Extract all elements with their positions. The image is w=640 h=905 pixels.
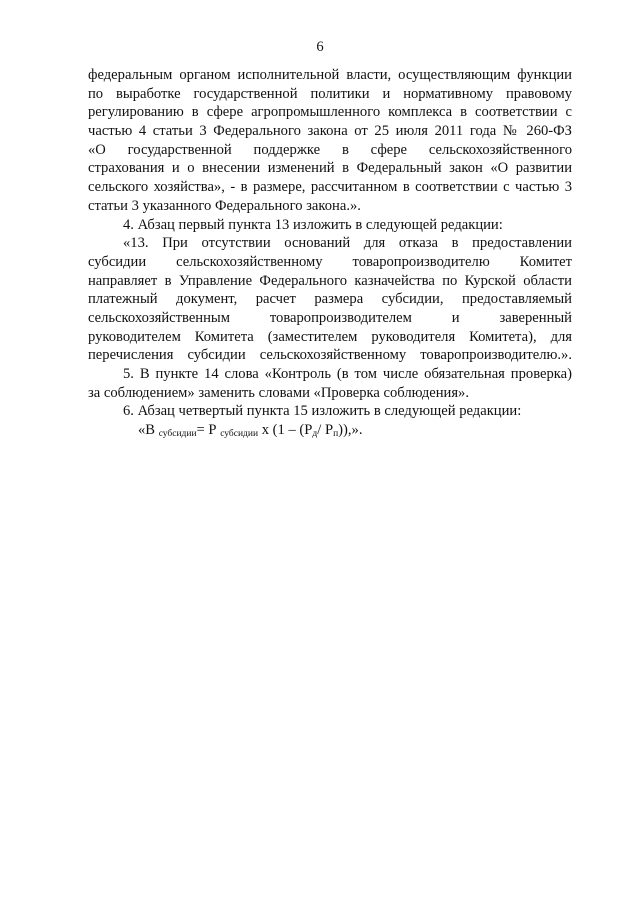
text-line: статьи 3 указанного Федерального закона.». xyxy=(88,197,361,214)
text-line: руководителем Комитета (заместителем руководителя Комитета), для xyxy=(88,328,572,345)
text-line: частью 4 статьи 3 Федерального закона от 25 июля 2011 года № 260-ФЗ xyxy=(88,123,572,140)
paragraph-4: 4. Абзац первый пункта 13 изложить в следующей редакции: xyxy=(123,216,503,233)
text-line: направляет в Управление Федерального казначейства по Курской области xyxy=(88,272,572,289)
document-body xyxy=(88,66,572,440)
text-line: «О государственной поддержке в сфере сельскохозяйственного xyxy=(88,141,572,158)
text-line: по выработке государственной политики и нормативному правовому xyxy=(88,85,572,102)
text-line: «13. При отсутствии оснований для отказа в предоставлении xyxy=(123,235,572,252)
text-line: регулированию в сфере агропромышленного комплекса в соответствии с xyxy=(88,104,572,121)
text-line: платежный документ, расчет размера субсидии, предоставляемый xyxy=(88,291,572,308)
paragraph-6: 6. Абзац четвертый пункта 15 изложить в следующей редакции: xyxy=(123,403,522,420)
subsidy-formula: «В $_{субсидии}$= Р $_{субсидии}$ х ($1 - (Р_д/$ $Р_п$)),». xyxy=(138,422,363,440)
text-line: страхования и о внесении изменений в Федеральный закон «О развитии xyxy=(88,160,572,177)
text-line: федеральным органом исполнительной власти, осуществляющим функции xyxy=(88,67,572,83)
page-number: 6 xyxy=(316,39,324,55)
text-line: за соблюдением» заменить словами «Проверка соблюдения». xyxy=(88,384,469,401)
text-line: сельскохозяйственным товаропроизводителем и заверенный xyxy=(88,309,572,326)
text-line: субсидии сельскохозяйственному товаропроизводителю Комитет xyxy=(88,253,572,270)
paragraph-5: 5. В пункте 14 слова «Контроль (в том числе обязательная проверка) xyxy=(123,366,572,382)
text-line: сельского хозяйства», - в размере, рассчитанном в соответствии с частью 3 xyxy=(88,179,572,196)
text-line: перечисления субсидии сельскохозяйственному товаропроизводителю.». xyxy=(88,347,572,364)
